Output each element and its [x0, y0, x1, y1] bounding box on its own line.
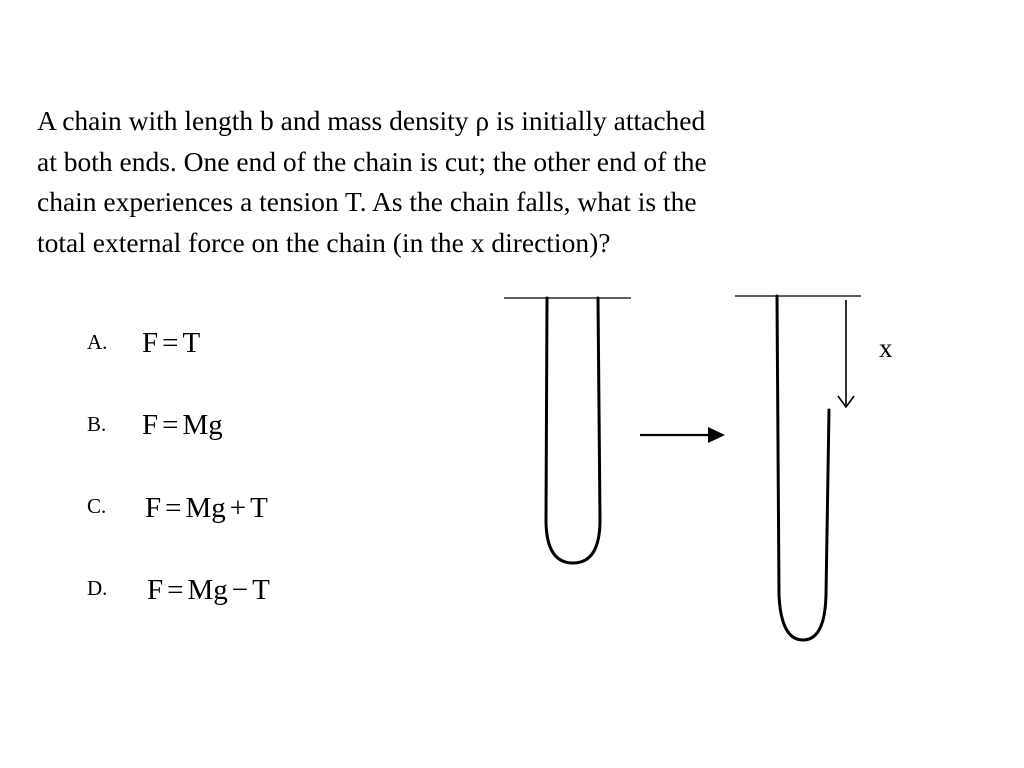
- equation-operator: +: [229, 492, 247, 524]
- initial-chain: [546, 298, 600, 563]
- equation-operator: =: [162, 409, 179, 441]
- equation-rhs: Mg: [185, 492, 226, 524]
- equation-operator: =: [165, 492, 182, 524]
- equation-operator: −: [231, 574, 249, 606]
- choice-d-letter: D.: [87, 576, 108, 600]
- equation-lhs: F: [147, 574, 164, 606]
- equation-rhs: T: [252, 574, 270, 606]
- equation-rhs: Mg: [187, 574, 228, 606]
- question-line: chain experiences a tension T. As the chain falls, what is the: [37, 186, 697, 217]
- equation-lhs: F: [142, 409, 159, 441]
- question-line: total external force on the chain (in the x direction)?: [37, 226, 611, 258]
- equation-operator: =: [167, 574, 184, 606]
- equation-lhs: F: [145, 492, 162, 524]
- equation-rhs: T: [250, 492, 268, 524]
- question-line: at both ends. One end of the chain is cut; the other end of the: [37, 145, 707, 177]
- choice-a-letter: A.: [87, 330, 108, 354]
- choice-b-letter: B.: [87, 412, 107, 436]
- equation-operator: =: [162, 327, 179, 359]
- choice-c-letter: C.: [87, 494, 107, 518]
- x-axis-label: x: [879, 333, 893, 363]
- equation-rhs: Mg: [182, 409, 223, 441]
- question-line: A chain with length b and mass density ρ is initially attached: [37, 105, 706, 136]
- equation-rhs: T: [182, 327, 201, 359]
- falling-chain: [777, 296, 829, 640]
- transition-arrow-head: [708, 427, 725, 443]
- equation-lhs: F: [142, 327, 159, 359]
